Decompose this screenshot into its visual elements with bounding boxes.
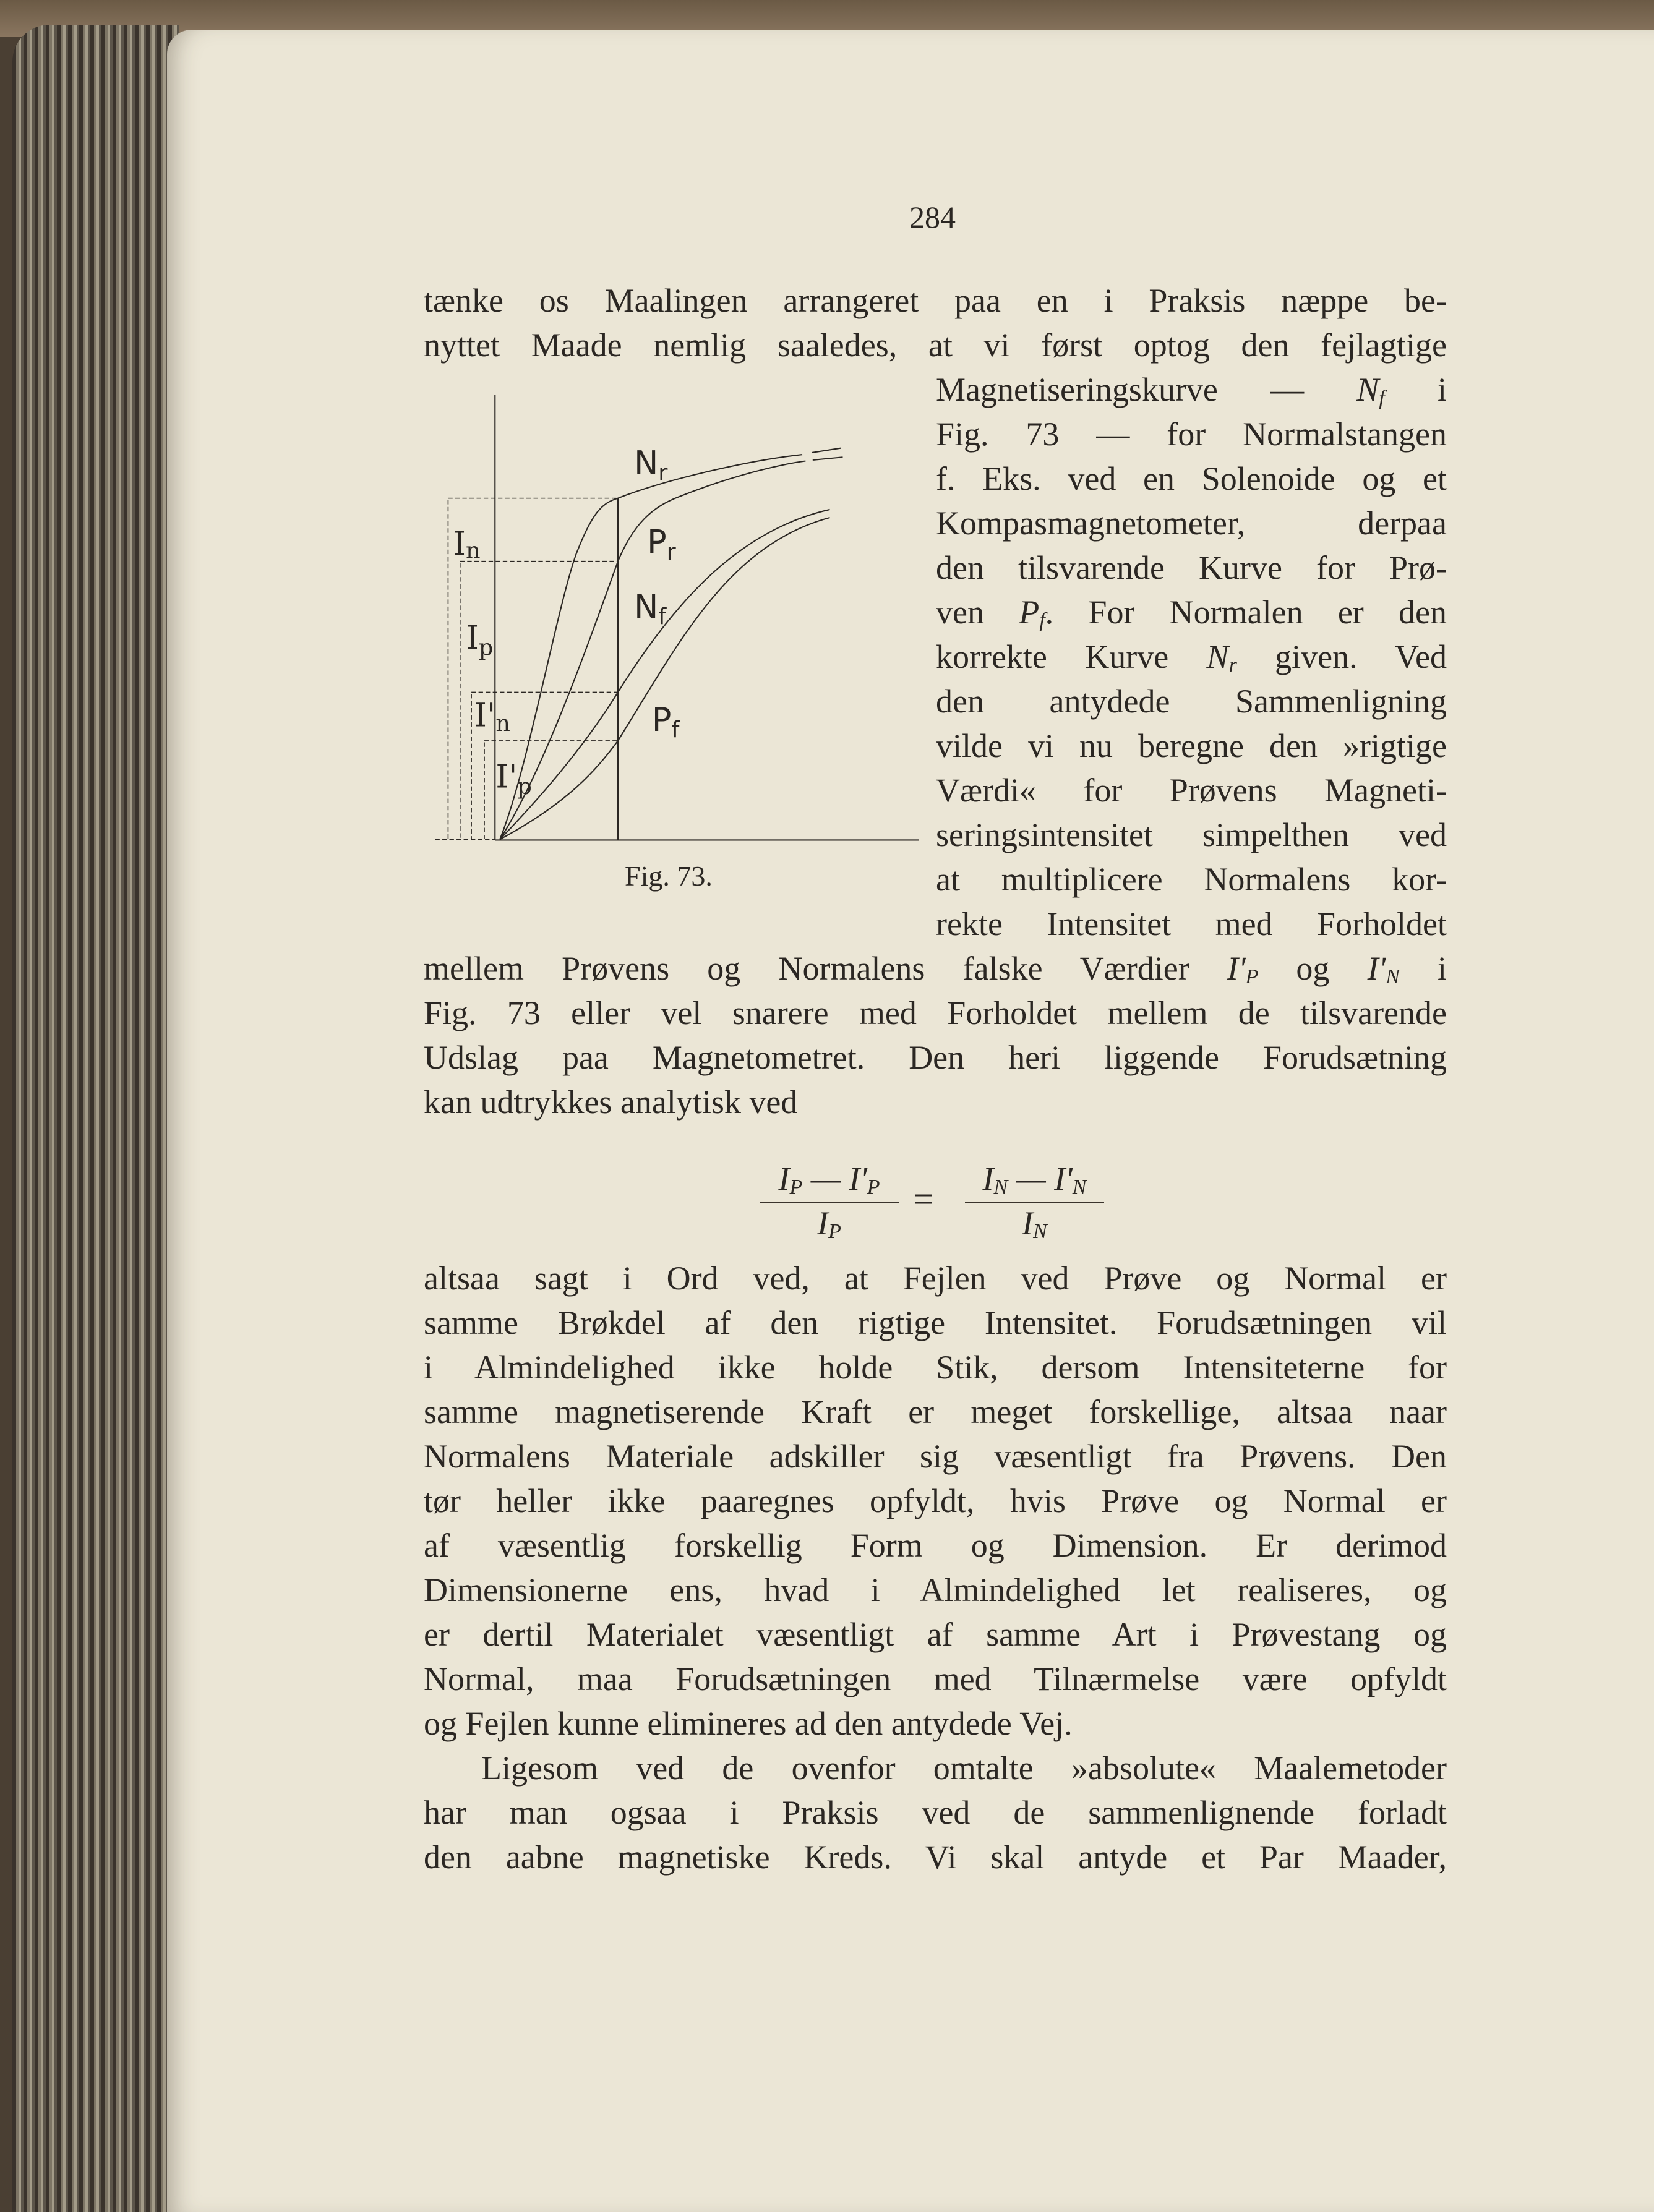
text-segment: Dimensionerne ens, hvad i Almindelighed let realiseres, og (424, 1571, 1447, 1608)
text-line (424, 1434, 1447, 1479)
text-line (424, 1523, 1447, 1568)
text-line (424, 323, 1447, 367)
text-line (424, 1835, 1447, 1879)
text-line (424, 1657, 1447, 1701)
text-segment: Kompasmagnetometer, derpaa (936, 505, 1447, 542)
text-segment: den antydede Sammenligning (936, 683, 1447, 720)
text-line (936, 412, 1447, 456)
text-segment: f (1379, 386, 1385, 409)
text-segment: P (828, 1220, 841, 1243)
text-line (936, 768, 1447, 813)
text-line (424, 1080, 1447, 1124)
label-pr: $P_r$ (647, 523, 676, 566)
text-segment: P (1245, 965, 1259, 988)
text-line (936, 367, 1447, 412)
figure-73-magnetization-curves (421, 383, 928, 890)
text-line (424, 1479, 1447, 1523)
text-line (424, 1701, 1447, 1746)
text-line (424, 1256, 1447, 1300)
text-segment: — I' (802, 1160, 867, 1197)
text-segment: korrekte Kurve (936, 638, 1207, 675)
figure-caption: Fig. 73. (625, 860, 713, 892)
text-line (936, 501, 1447, 545)
text-segment: I (778, 1160, 790, 1197)
text-segment: N (1072, 1176, 1087, 1198)
text-segment: Ligesom ved de ovenfor omtalte »absolute« Maalemetoder (481, 1749, 1447, 1787)
text-segment: I (1022, 1205, 1034, 1242)
text-segment: — I' (1008, 1160, 1073, 1197)
text-segment: vilde vi nu beregne den »rigtige (936, 727, 1447, 764)
text-line (424, 1568, 1447, 1612)
curve-pr-dash (813, 457, 843, 460)
text-segment: Værdi« for Prøvens Magneti- (936, 772, 1447, 809)
text-segment: samme Brøkdel af den rigtige Intensitet. Forudsætningen vil (424, 1304, 1447, 1341)
text-segment: mellem Prøvens og Normalens falske Værdier (424, 950, 1227, 987)
label-in-prime: I'n (474, 696, 510, 737)
text-segment: N (1356, 371, 1379, 408)
text-segment: nyttet Maade nemlig saaledes, at vi først optog den fejlagtige (424, 327, 1447, 364)
text-segment: kan udtrykkes analytisk ved (424, 1083, 798, 1121)
text-segment: given. Ved (1236, 638, 1447, 675)
formula-left-fraction (760, 1159, 899, 1243)
text-line (424, 1345, 1447, 1390)
text-segment: den aabne magnetiske Kreds. Vi skal antyde et Par Maader, (424, 1838, 1447, 1876)
text-segment: Normal, maa Forudsætningen med Tilnærmelse være opfyldt (424, 1660, 1447, 1697)
text-segment: i (1399, 950, 1447, 987)
label-nr: $N_r$ (634, 444, 668, 486)
text-segment: tænke os Maalingen arrangeret paa en i Praksis næppe be- (424, 282, 1447, 319)
formula-equals: = (913, 1179, 934, 1219)
text-line (424, 1390, 1447, 1434)
text-line (936, 857, 1447, 902)
text-segment: Udslag paa Magnetometret. Den heri liggende Forudsætning (424, 1039, 1447, 1076)
text-line (936, 724, 1447, 768)
text-line (936, 456, 1447, 501)
text-line (424, 1300, 1447, 1345)
page-number: 284 (909, 200, 956, 234)
text-segment: N (993, 1176, 1008, 1198)
text-segment: og Fejlen kunne elimineres ad den antydede Vej. (424, 1705, 1073, 1742)
text-line (424, 1612, 1447, 1657)
text-segment: f (1039, 609, 1045, 632)
formula-right-fraction (965, 1159, 1104, 1243)
text-segment: er dertil Materialet væsentligt af samme Art i Prøvestang og (424, 1616, 1447, 1653)
text-line (481, 1746, 1447, 1790)
formula-right-numerator (965, 1159, 1104, 1203)
text-segment: I' (1227, 950, 1246, 987)
text-segment: af væsentlig forskellig Form og Dimension. Er derimod (424, 1527, 1447, 1564)
text-line (936, 813, 1447, 857)
label-ip-prime: $I'_p$ (495, 758, 532, 800)
formula-left-numerator (760, 1159, 899, 1203)
text-line (424, 278, 1447, 323)
label-pf: $P_f$ (651, 701, 680, 743)
text-segment: I (817, 1205, 829, 1242)
text-segment: i (1384, 371, 1447, 408)
formula-left-denominator (760, 1203, 899, 1243)
text-line (936, 902, 1447, 946)
text-segment: I (982, 1160, 994, 1197)
text-segment: N (1386, 965, 1400, 988)
text-line (424, 991, 1447, 1035)
text-segment: at multiplicere Normalens kor- (936, 861, 1447, 898)
text-segment: ven (936, 594, 1019, 631)
curve-nr-dash (812, 448, 841, 453)
text-line (936, 634, 1447, 679)
text-segment: og (1258, 950, 1368, 987)
curve-pr (500, 461, 805, 840)
text-segment: P (1019, 594, 1040, 631)
text-segment: P (789, 1176, 803, 1198)
text-segment: tør heller ikke paaregnes opfyldt, hvis Prøve og Normal er (424, 1482, 1447, 1519)
text-line (424, 946, 1447, 991)
text-segment: har man ogsaa i Praksis ved de sammenlignende forladt (424, 1794, 1447, 1831)
text-segment: samme magnetiserende Kraft er meget forskellige, altsaa naar (424, 1393, 1447, 1430)
text-segment: rekte Intensitet med Forholdet (936, 905, 1447, 942)
formula-right-denominator (965, 1203, 1104, 1243)
label-nf: $N_f$ (634, 588, 667, 630)
text-segment: Fig. 73 eller vel snarere med Forholdet mellem de tilsvarende (424, 994, 1447, 1031)
text-segment: Magnetiseringskurve — (936, 371, 1357, 408)
text-segment: Fig. 73 — for Normalstangen (936, 416, 1447, 453)
text-line (936, 590, 1447, 634)
text-line (424, 1790, 1447, 1835)
curve-pf (500, 518, 829, 839)
text-segment: r (1228, 654, 1237, 677)
label-ip: $I_p$ (466, 618, 494, 661)
text-segment: altsaa sagt i Ord ved, at Fejlen ved Prøve og Normal er (424, 1260, 1447, 1297)
label-in: In (453, 525, 481, 564)
text-segment: den tilsvarende Kurve for Prø- (936, 549, 1447, 586)
text-segment: Normalens Materiale adskiller sig væsentligt fra Prøvens. Den (424, 1438, 1447, 1475)
page-stack-edges (12, 25, 179, 2212)
text-segment: I' (1367, 950, 1386, 987)
text-segment: seringsintensitet simpelthen ved (936, 816, 1447, 853)
text-segment: N (1033, 1220, 1047, 1243)
text-segment: P (867, 1176, 880, 1198)
text-segment: i Almindelighed ikke holde Stik, dersom Intensiteterne for (424, 1349, 1447, 1386)
text-segment: N (1206, 638, 1229, 675)
text-segment: . For Normalen er den (1045, 594, 1447, 631)
text-line (936, 545, 1447, 590)
text-line (424, 1035, 1447, 1080)
text-segment: f. Eks. ved en Solenoide og et (936, 460, 1447, 497)
text-line (936, 679, 1447, 724)
